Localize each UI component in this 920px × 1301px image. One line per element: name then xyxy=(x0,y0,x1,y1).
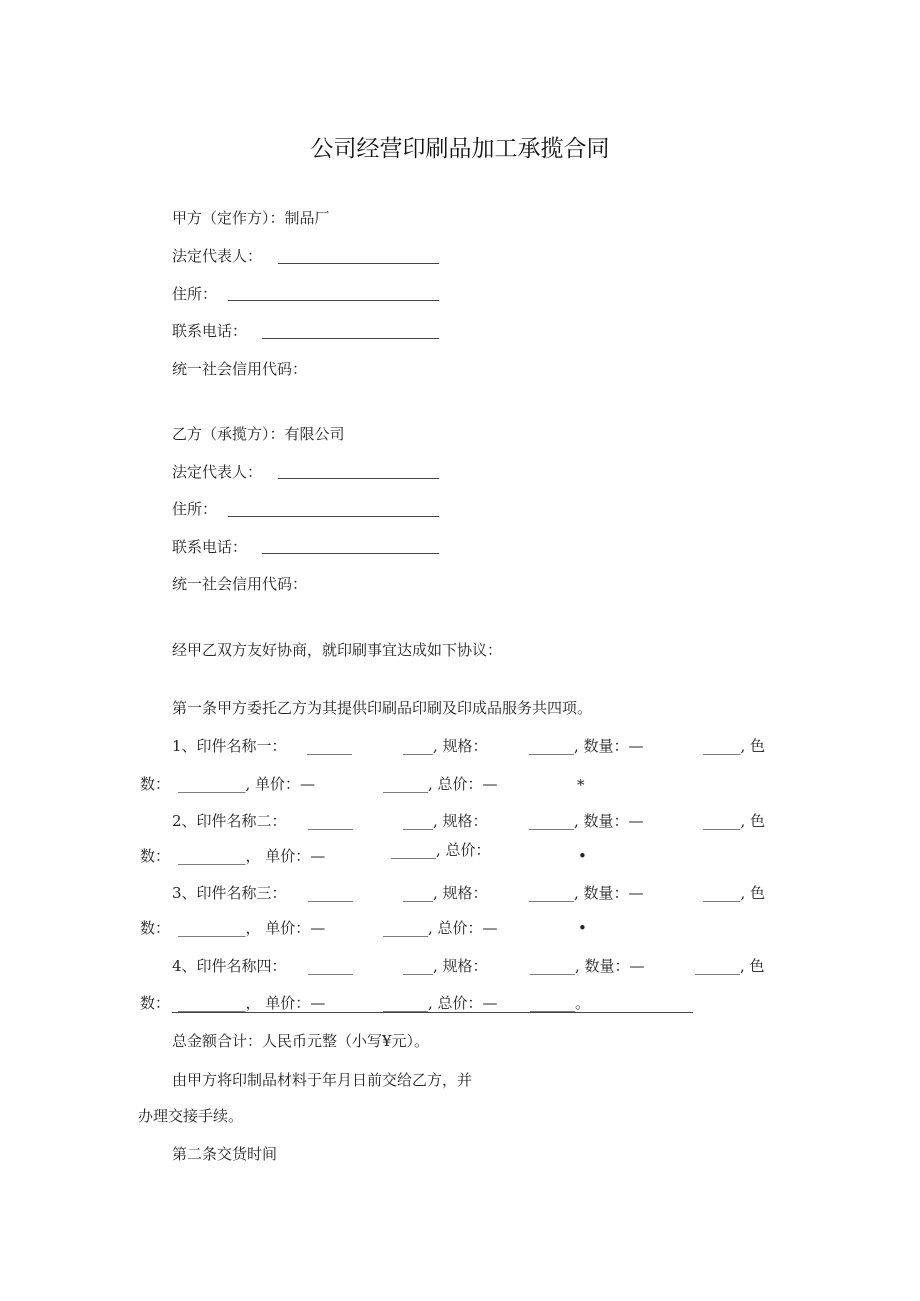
document-title: 公司经营印刷品加工承揽合同 xyxy=(310,136,610,162)
party-a-address-label: 住所： xyxy=(172,285,218,303)
item-1-unit-price-label: _________, 单价：— xyxy=(178,775,316,793)
item-1-total-price-label: ______, 总价：— xyxy=(383,775,498,793)
party-b-rep-line xyxy=(278,478,439,479)
item-1-color-label: _____, 色 xyxy=(703,737,766,755)
item-2-spec-label: ____, 规格： xyxy=(403,812,488,830)
item-3-spec-label: ____, 规格： xyxy=(403,884,488,902)
item-4-unit-price-label: _________， 单价：— xyxy=(178,994,326,1012)
item-1-name-label: 1、印件名称一： xyxy=(172,737,287,755)
item-3-total-price-label: ______, 总价：— xyxy=(383,919,498,937)
item-3-blank-1: ______ xyxy=(308,884,353,902)
item-1-count-label: 数： xyxy=(140,775,171,793)
party-a-heading: 甲方（定作方）：制品厂 xyxy=(172,209,330,227)
party-a-rep-line xyxy=(278,263,439,264)
party-b-phone-label: 联系电话： xyxy=(172,538,248,556)
item-4-blank-1: ______ xyxy=(308,957,353,975)
party-a-phone-label: 联系电话： xyxy=(172,322,248,340)
materials-paragraph-line-2: 办理交接手续。 xyxy=(138,1107,244,1125)
item-1-spec-label: ____, 规格： xyxy=(403,737,488,755)
party-b-rep-label: 法定代表人： xyxy=(172,463,263,481)
item-2-color-label: _____, 色 xyxy=(703,812,766,830)
materials-paragraph-line-1: 由甲方将印制品材料于年月日前交给乙方，并 xyxy=(172,1071,473,1089)
item-2-qty-label: ______, 数量：— xyxy=(529,812,644,830)
item-3-end-mark: • xyxy=(578,919,587,937)
party-a-phone-line xyxy=(262,338,439,339)
item-3-name-label: 3、印件名称三： xyxy=(172,884,287,902)
item-3-color-label: _____, 色 xyxy=(703,884,766,902)
article-1-heading: 第一条甲方委托乙方为其提供印刷品印刷及印成品服务共四项。 xyxy=(172,699,593,717)
item-1-end-mark: * xyxy=(577,776,585,794)
party-a-rep-label: 法定代表人： xyxy=(172,247,263,265)
item-4-name-label: 4、印件名称四： xyxy=(172,957,287,975)
party-b-heading: 乙方（承揽方）：有限公司 xyxy=(172,425,345,443)
party-a-credit-label: 统一社会信用代码： xyxy=(172,360,308,378)
item-4-qty-label: ______, 数量：— xyxy=(530,957,645,975)
item-2-name-label: 2、印件名称二： xyxy=(172,812,287,830)
party-a-address-line xyxy=(228,300,439,301)
item-4-underline xyxy=(172,1012,693,1013)
item-2-end-mark: • xyxy=(578,847,587,865)
party-b-phone-line xyxy=(262,553,439,554)
intro-paragraph: 经甲乙双方友好协商，就印刷事宜达成如下协议： xyxy=(172,641,503,659)
item-4-spec-label: ____, 规格： xyxy=(403,957,488,975)
item-3-count-label: 数： xyxy=(140,919,171,937)
item-4-total-price-label: ______, 总价：— xyxy=(383,994,498,1012)
party-b-address-label: 住所： xyxy=(172,500,218,518)
item-4-end-mark: ______。 xyxy=(530,994,591,1012)
article-2-heading: 第二条交货时间 xyxy=(172,1145,278,1163)
item-2-unit-price-label: _________， 单价：— xyxy=(178,847,326,865)
party-b-credit-label: 统一社会信用代码： xyxy=(172,575,308,593)
item-4-color-label: ______, 色 xyxy=(695,957,765,975)
item-1-blank-1: ______ xyxy=(307,737,352,755)
item-2-count-label: 数： xyxy=(140,847,171,865)
party-b-address-line xyxy=(228,516,439,517)
item-2-total-price-label: ______, 总价： xyxy=(391,841,491,859)
item-3-unit-price-label: _________， 单价：— xyxy=(178,919,326,937)
total-amount-line: 总金额合计：人民币元整（小写¥元）。 xyxy=(172,1032,430,1050)
item-3-qty-label: ______, 数量：— xyxy=(529,884,644,902)
item-1-qty-label: ______, 数量：— xyxy=(529,737,644,755)
item-4-count-label: 数： xyxy=(140,994,171,1012)
item-2-blank-1: ______ xyxy=(308,812,353,830)
